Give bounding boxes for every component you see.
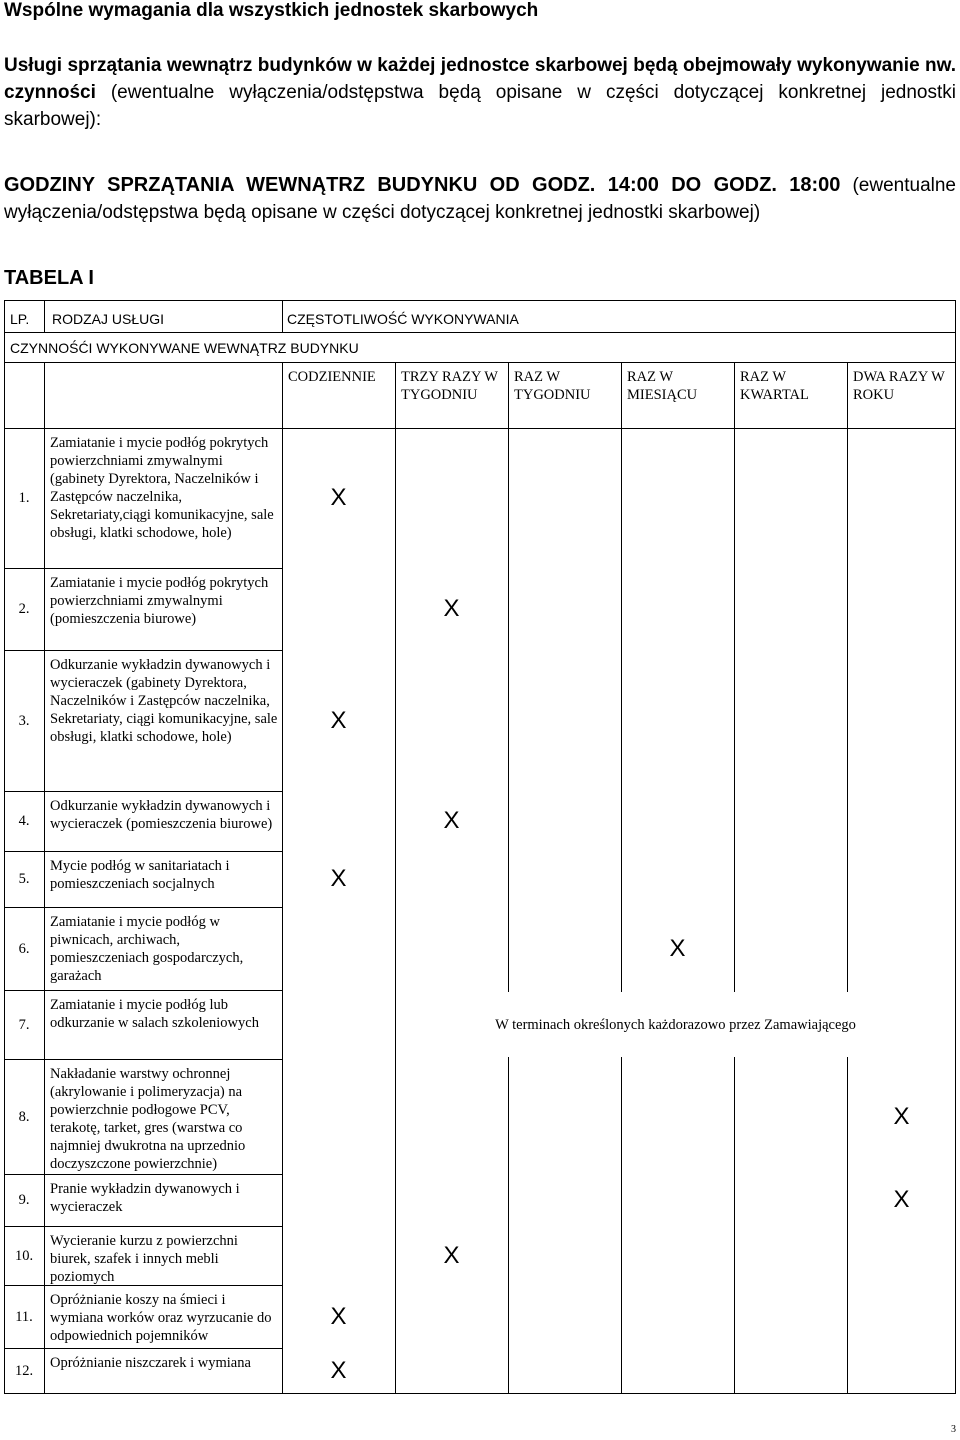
row-description: Zamiatanie i mycie podłóg w piwnicach, archiwach, pomieszczeniach gospodarczych, garażach [50, 914, 244, 984]
frequency-mark: X [443, 595, 460, 622]
frequency-mark: X [330, 706, 347, 734]
table-border-bottom [4, 1393, 956, 1394]
table-title: TABELA I [4, 267, 94, 289]
frequency-mark: X [330, 865, 347, 892]
frequency-mark: X [893, 1186, 910, 1213]
column-header-lp: LP. [10, 311, 30, 327]
row-rule [4, 791, 282, 792]
header-rule [4, 332, 956, 333]
row-number: 12. [14, 1363, 34, 1379]
row-description: Zamiatanie i mycie podłóg pokrytych powierzchniami zmywalnymi (pomieszczenia biurowe) [50, 575, 269, 627]
header-divider [44, 300, 45, 332]
cleaning-frequency-table [4, 300, 956, 1394]
row-rule [4, 851, 282, 852]
row-number: 10. [14, 1247, 34, 1264]
row-description: Mycie podłóg w sanitariatach i pomieszczeniach socjalnych [50, 858, 230, 892]
frequency-header: CODZIENNIE [288, 369, 376, 385]
frequency-header-rule [4, 428, 956, 429]
row-rule [4, 650, 282, 651]
frequency-column-divider [508, 362, 509, 1394]
row-description: Nakładanie warstwy ochronnej (akrylowanie i polimeryzacja) na powierzchnie podłogowe PCV, terakotę, tarket, gres (warstwa co najmniej dwukrotna na uprzednio doczyszczone powierzchnie) [50, 1066, 246, 1172]
row-rule [4, 990, 282, 991]
row-number: 4. [18, 813, 30, 829]
row-note: W terminach określonych każdorazowo przez Zamawiającego [495, 1016, 856, 1033]
row-rule [4, 1348, 282, 1349]
frequency-header: RAZ W MIESIĄCU [627, 369, 698, 403]
frequency-header: RAZ W TYGODNIU [514, 369, 591, 403]
row-number: 7. [18, 1016, 30, 1033]
frequency-mark: X [330, 1357, 347, 1384]
frequency-mark: X [443, 1241, 460, 1269]
section-rule [4, 362, 956, 363]
row-description: Opróżnianie niszczarek i wymiana [50, 1355, 251, 1371]
row-number: 2. [18, 601, 30, 617]
row-number: 5. [18, 871, 30, 887]
row-description: Pranie wykładzin dywanowych i wycieraczek [50, 1181, 240, 1215]
table-border-right [955, 300, 956, 1394]
hours-rest: (ewentualne wyłączenia/odstępstwa będą opisane w części dotyczącej konkretnej jednostki skarbowej) [4, 175, 956, 223]
frequency-header: RAZ W KWARTAL [740, 369, 809, 403]
hours-paragraph [4, 172, 956, 226]
row-number: 6. [18, 940, 30, 957]
row-rule [4, 907, 282, 908]
row-rule [4, 1226, 282, 1227]
intro-bold: Usługi sprzątania wewnątrz budynków w każdej jednostce skarbowej będą obejmowały wykonywanie nw. czynności [4, 55, 956, 103]
frequency-mark: X [330, 484, 347, 511]
page-heading: Wspólne wymagania dla wszystkich jednostek skarbowych [4, 0, 539, 21]
row-rule [4, 568, 282, 569]
row-number: 9. [18, 1192, 30, 1208]
frequency-mark: X [669, 934, 686, 962]
frequency-mark: X [443, 807, 460, 834]
row-description: Opróżnianie koszy na śmieci i wymiana worków oraz wyrzucanie do odpowiednich pojemników [50, 1292, 272, 1344]
frequency-mark: X [893, 1102, 910, 1130]
column-header-type: RODZAJ USŁUGI [52, 311, 165, 327]
page-number: 3 [951, 1424, 956, 1435]
row-number: 8. [18, 1108, 30, 1125]
row-number: 11. [15, 1308, 33, 1325]
frequency-column-divider [734, 362, 735, 1394]
frequency-column-divider [847, 362, 848, 1394]
frequency-header: TRZY RAZY W TYGODNIU [401, 369, 498, 403]
row-number: 1. [18, 490, 30, 506]
row-rule [4, 1174, 282, 1175]
frequency-mark: X [330, 1302, 347, 1330]
row-description: Odkurzanie wykładzin dywanowych i wycieraczek (pomieszczenia biurowe) [50, 798, 273, 832]
row-description: Wycieranie kurzu z powierzchni biurek, szafek i innych mebli poziomych [50, 1233, 238, 1285]
frequency-column-divider [621, 362, 622, 1394]
table-border-top [4, 300, 956, 301]
intro-paragraph [4, 52, 956, 133]
intro-rest: (ewentualne wyłączenia/odstępstwa będą opisane w części dotyczącej konkretnej jednostki skarbowej): [4, 82, 956, 130]
header-divider [282, 300, 283, 332]
lp-column-divider [44, 362, 45, 1394]
frequency-header: DWA RAZY W ROKU [853, 369, 945, 403]
row-rule [4, 1059, 282, 1060]
row-description: Zamiatanie i mycie podłóg pokrytych powierzchniami zmywalnymi (gabinety Dyrektora, Naczelników i Zastępców naczelnika, Sekretariaty,ciągi komunikacyjne, sale obsługi, klatki schodowe, hole) [50, 435, 274, 541]
column-header-frequency: CZĘSTOTLIWOŚĆ WYKONYWANIA [287, 311, 519, 327]
row-number: 3. [18, 712, 30, 729]
row-description: Zamiatanie i mycie podłóg lub odkurzanie w salach szkoleniowych [50, 997, 259, 1031]
section-header: CZYNNOŚĆI WYKONYWANE WEWNĄTRZ BUDYNKU [10, 340, 359, 356]
hours-bold: GODZINY SPRZĄTANIA WEWNĄTRZ BUDYNKU OD GODZ. 14:00 DO GODZ. 18:00 [4, 174, 841, 196]
row-description: Odkurzanie wykładzin dywanowych i wycieraczek (gabinety Dyrektora, Naczelników i Zastępców naczelnika, Sekretariaty, ciągi komunikacyjne, sale obsługi, klatki schodowe, hole) [50, 657, 278, 745]
